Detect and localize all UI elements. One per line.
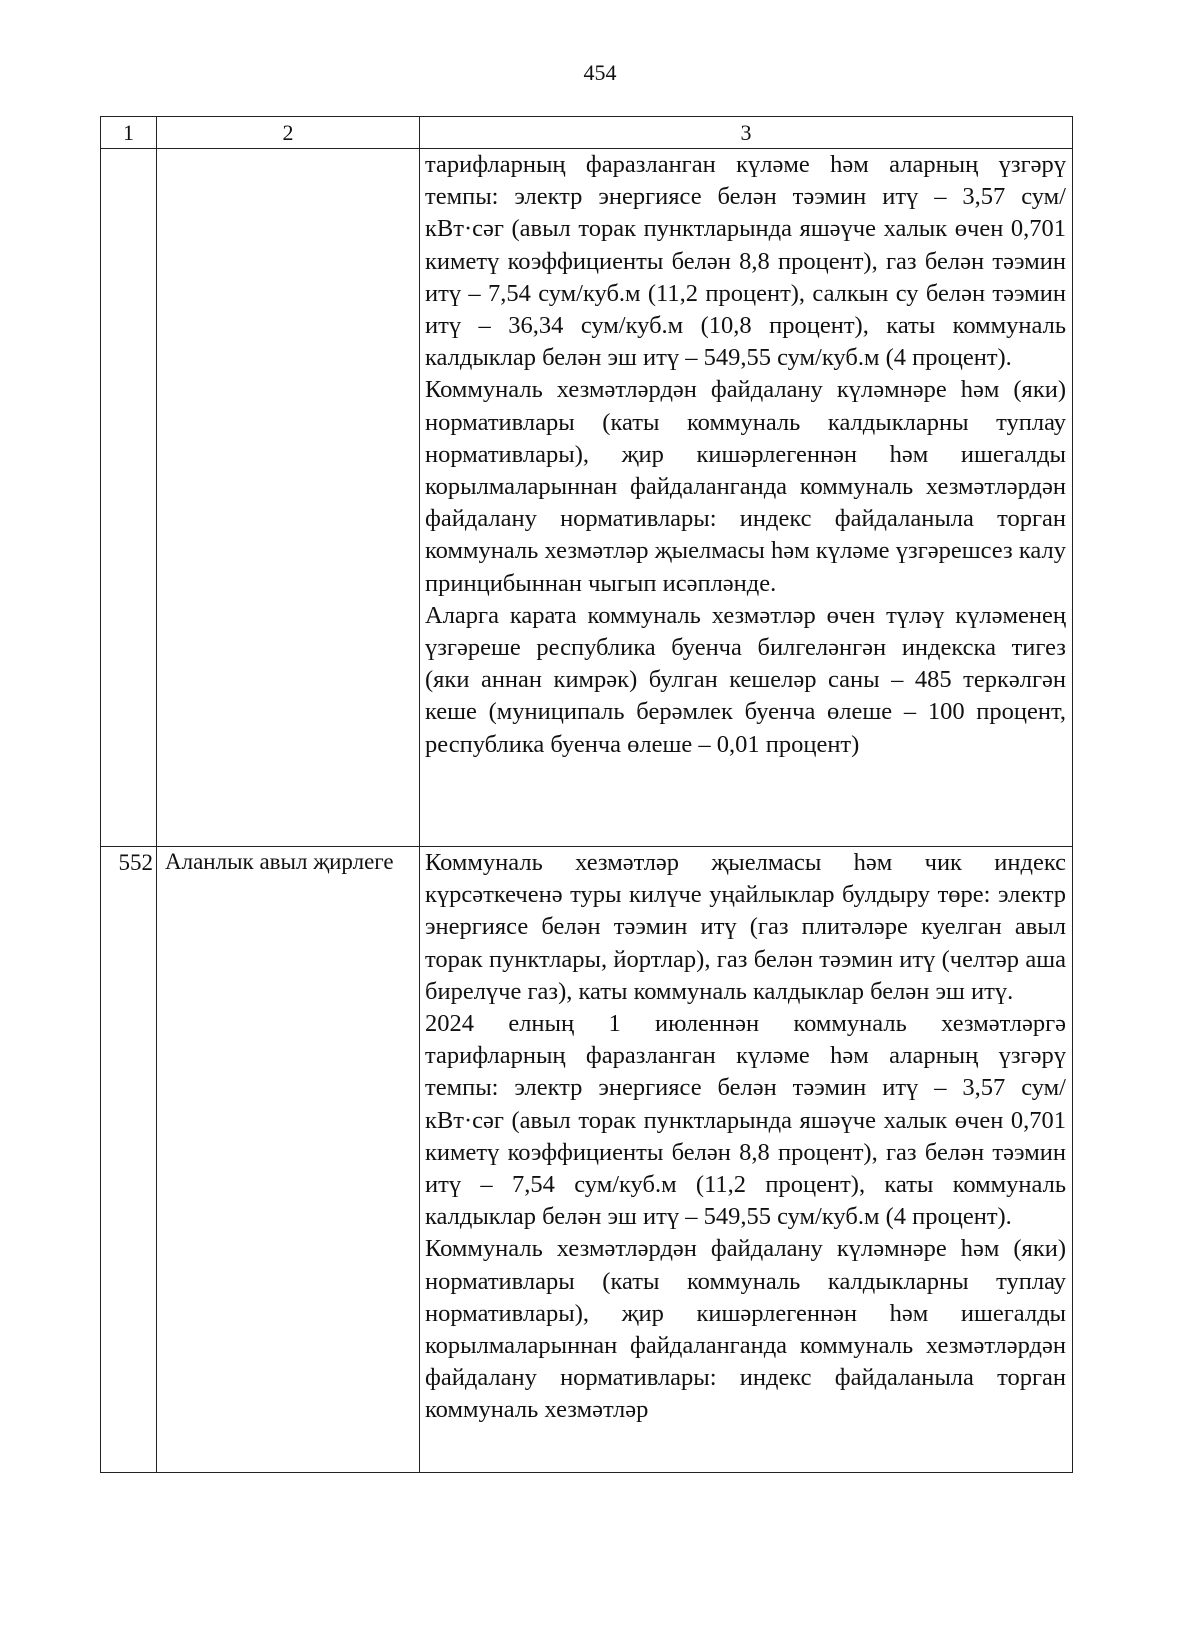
- paragraph: 2024 елның 1 июленнән коммуналь хезмәтләргә тарифларның фаразланган күләме һәм аларның үзгәрү темпы: электр энергиясе белән тәэмин итү – 3,57 сум/кВт·сәг (авыл торак пунктларында яшәүче халык өчен 0,701 киметү коэффициенты белән 8,8 процент), газ белән тәэмин итү – 7,54 сум/куб.м (11,2 процент), каты коммуналь калдыклар белән эш итү – 549,55 сум/куб.м (4 процент).: [425, 1010, 1066, 1231]
- page-number: 454: [583, 60, 617, 85]
- paragraph: Коммуналь хезмәтләрдән файдалану күләмнәре һәм (яки) нормативлары (каты коммуналь калдыкларны туплау нормативлары), җир кишәрлегеннән һәм ишегалды корылмаларыннан файдаланганда коммуналь хезмәтләрдән файдалану нормативлары: индекс файдаланыла торган коммуналь хезмәтләр: [425, 1235, 1066, 1424]
- settlement-name: [157, 149, 420, 847]
- row-description: [420, 149, 1073, 847]
- row-description: [420, 847, 1073, 1473]
- row-number: 552: [101, 847, 157, 1473]
- row-number: [101, 149, 157, 847]
- document-table: [100, 116, 1073, 1473]
- paragraph: Коммуналь хезмәтләр җыелмасы һәм чик индекс күрсәткеченә туры килүче уңайлыклар булдыру төре: электр энергиясе белән тәэмин итү (газ плитәләре куелган авыл торак пунктлары, йортлар), газ белән тәэмин итү (челтәр аша бирелүче газ), каты коммуналь калдыклар белән эш итү.: [425, 849, 1066, 1005]
- column-header-3: 3: [420, 117, 1073, 149]
- column-header-1: 1: [101, 117, 157, 149]
- table-row: [101, 149, 1073, 847]
- settlement-name: Аланлык авыл җирлеге: [157, 847, 420, 1473]
- table-row: [101, 847, 1073, 1473]
- paragraph: Коммуналь хезмәтләрдән файдалану күләмнәре һәм (яки) нормативлары (каты коммуналь калдыкларны туплау нормативлары), җир кишәрлегеннән һәм ишегалды корылмаларыннан файдаланганда коммуналь хезмәтләрдән файдалану нормативлары: индекс файдаланыла торган коммуналь хезмәтләр җыелмасы һәм күләме үзгәрешсез калу принцибыннан чыгып исәпләнде.: [425, 376, 1066, 597]
- paragraph: тарифларның фаразланган күләме һәм аларның үзгәрү темпы: электр энергиясе белән тәэмин итү – 3,57 сум/кВт·сәг (авыл торак пунктларында яшәүче халык өчен 0,701 киметү коэффициенты белән 8,8 процент), газ белән тәэмин итү – 7,54 сум/куб.м (11,2 процент), салкын су белән тәэмин итү – 36,34 сум/куб.м (10,8 процент), каты коммуналь калдыклар белән эш итү – 549,55 сум/куб.м (4 процент).: [425, 151, 1066, 372]
- column-header-2: 2: [157, 117, 420, 149]
- paragraph: Аларга карата коммуналь хезмәтләр өчен түләү күләменең үзгәреше республика буенча билгеләнгән индекска тигез (яки аннан кимрәк) булган кешеләр саны – 485 теркәлгән кеше (муниципаль берәмлек буенча өлеше – 100 процент, республика буенча өлеше – 0,01 процент): [425, 601, 1066, 758]
- table-header-row: [101, 117, 1073, 149]
